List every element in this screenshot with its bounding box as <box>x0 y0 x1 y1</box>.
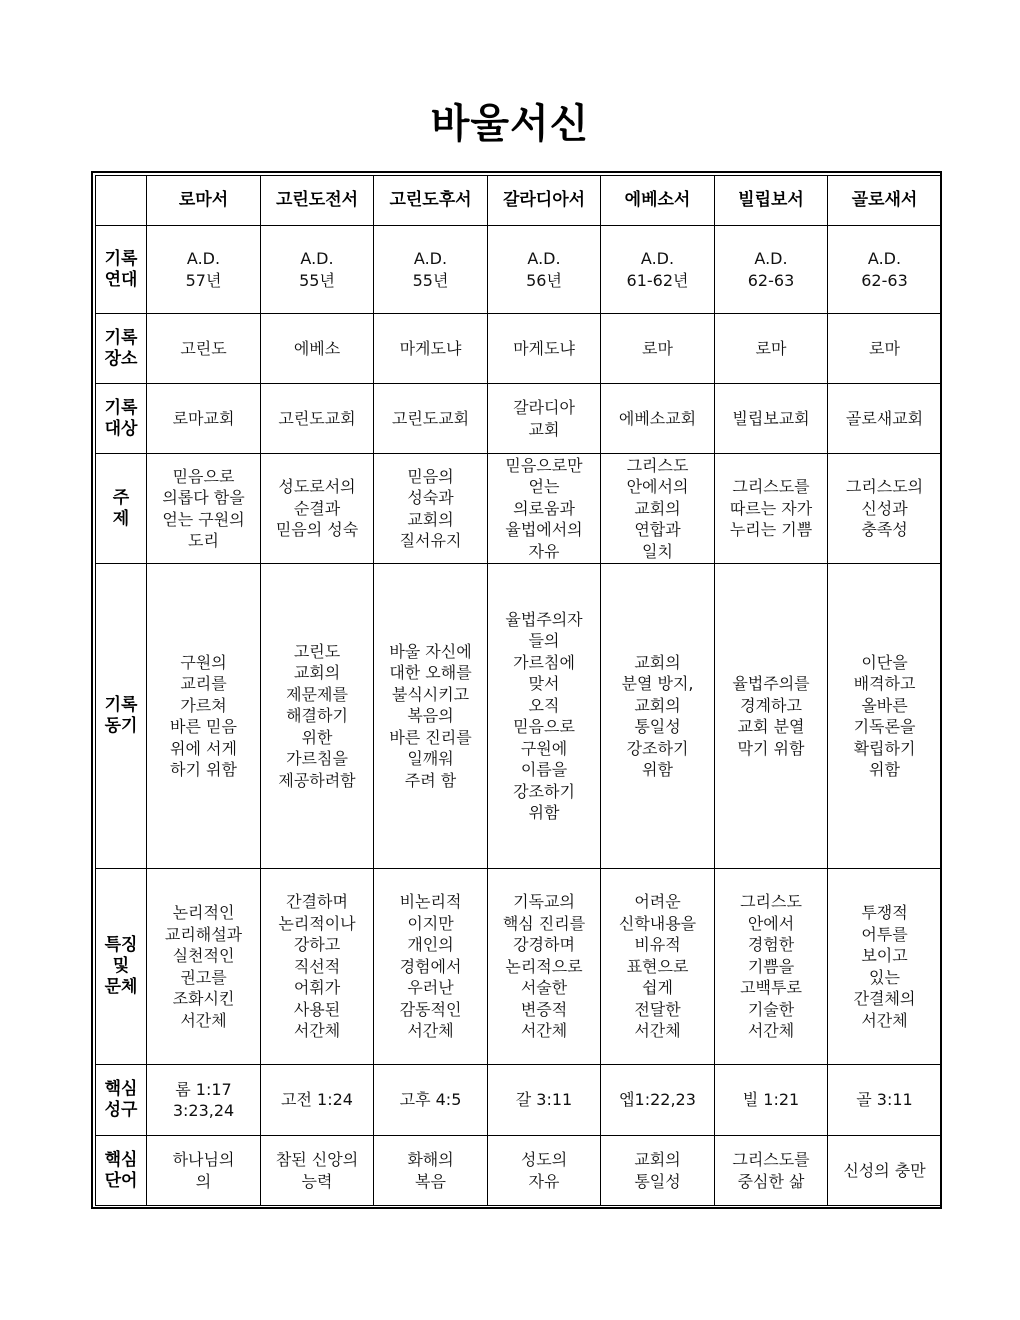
table-cell: 골로새교회 <box>828 384 942 454</box>
table-cell: 그리스도 안에서 경험한 기쁨을 고백투로 기술한 서간체 <box>715 869 828 1065</box>
column-header: 고린도전서 <box>261 176 374 226</box>
table-row <box>96 226 942 314</box>
table-cell: 고린도교회 <box>374 384 488 454</box>
epistles-table <box>95 175 942 1206</box>
column-header: 갈라디아서 <box>488 176 601 226</box>
table-cell: 로마 <box>601 314 715 384</box>
page-title: 바울서신 <box>430 101 590 147</box>
table-cell: A.D. 61-62년 <box>601 226 715 314</box>
row-header: 주 제 <box>96 454 147 564</box>
table-cell: 믿음으로 의롭다 함을 얻는 구원의 도리 <box>147 454 261 564</box>
table-cell: 성도의 자유 <box>488 1136 601 1206</box>
column-header: 로마서 <box>147 176 261 226</box>
table-cell: 로마 <box>828 314 942 384</box>
row-header: 특징 및 문체 <box>96 869 147 1065</box>
table-cell: 에베소 <box>261 314 374 384</box>
table-cell: 교회의 통일성 <box>601 1136 715 1206</box>
table-cell: 이단을 배격하고 올바른 기독론을 확립하기 위함 <box>828 564 942 869</box>
column-header: 에베소서 <box>601 176 715 226</box>
table-cell: 투쟁적 어투를 보이고 있는 간결체의 서간체 <box>828 869 942 1065</box>
row-header: 기록 장소 <box>96 314 147 384</box>
row-header: 기록 동기 <box>96 564 147 869</box>
table-cell: 고린도교회 <box>261 384 374 454</box>
epistles-table-frame <box>91 171 942 1209</box>
table-cell: 성도로서의 순결과 믿음의 성숙 <box>261 454 374 564</box>
table-cell: 기독교의 핵심 진리를 강경하며 논리적으로 서술한 변증적 서간체 <box>488 869 601 1065</box>
table-cell: 율법주의자 들의 가르침에 맞서 오직 믿음으로 구원에 이름을 강조하기 위함 <box>488 564 601 869</box>
table-cell: 그리스도를 따르는 자가 누리는 기쁨 <box>715 454 828 564</box>
table-cell: 에베소교회 <box>601 384 715 454</box>
table-cell: A.D. 57년 <box>147 226 261 314</box>
table-cell: 그리스도의 신성과 충족성 <box>828 454 942 564</box>
table-cell: 갈라디아 교회 <box>488 384 601 454</box>
table-cell: A.D. 62-63 <box>828 226 942 314</box>
table-cell: 골 3:11 <box>828 1065 942 1136</box>
table-cell: 로마교회 <box>147 384 261 454</box>
table-cell: 그리스도를 중심한 삶 <box>715 1136 828 1206</box>
table-row <box>96 564 942 869</box>
table-cell: A.D. 55년 <box>261 226 374 314</box>
table-cell: 고린도 교회의 제문제를 해결하기 위한 가르침을 제공하려함 <box>261 564 374 869</box>
row-header: 기록 대상 <box>96 384 147 454</box>
column-header: 골로새서 <box>828 176 942 226</box>
row-header: 핵심 단어 <box>96 1136 147 1206</box>
table-cell: 로마 <box>715 314 828 384</box>
table-cell: 어려운 신학내용을 비유적 표현으로 쉽게 전달한 서간체 <box>601 869 715 1065</box>
table-cell: 간결하며 논리적이나 강하고 직선적 어휘가 사용된 서간체 <box>261 869 374 1065</box>
table-cell: 믿음의 성숙과 교회의 질서유지 <box>374 454 488 564</box>
table-cell: 빌립보교회 <box>715 384 828 454</box>
row-header: 핵심 성구 <box>96 1065 147 1136</box>
table-cell: 마게도냐 <box>374 314 488 384</box>
table-cell: 화해의 복음 <box>374 1136 488 1206</box>
table-cell: 고린도 <box>147 314 261 384</box>
table-cell: 율법주의를 경계하고 교회 분열 막기 위함 <box>715 564 828 869</box>
table-cell: 믿음으로만 얻는 의로움과 율법에서의 자유 <box>488 454 601 564</box>
table-cell: A.D. 55년 <box>374 226 488 314</box>
table-cell: A.D. 62-63 <box>715 226 828 314</box>
table-cell: 빌 1:21 <box>715 1065 828 1136</box>
table-cell: 참된 신앙의 능력 <box>261 1136 374 1206</box>
corner-cell <box>96 176 147 226</box>
table-cell: 바울 자신에 대한 오해를 불식시키고 복음의 바른 진리를 일깨워 주려 함 <box>374 564 488 869</box>
table-cell: 논리적인 교리해설과 실천적인 권고를 조화시킨 서간체 <box>147 869 261 1065</box>
table-row <box>96 384 942 454</box>
table-cell: 고후 4:5 <box>374 1065 488 1136</box>
table-cell: 구원의 교리를 가르쳐 바른 믿음 위에 서게 하기 위함 <box>147 564 261 869</box>
table-cell: A.D. 56년 <box>488 226 601 314</box>
column-header: 고린도후서 <box>374 176 488 226</box>
table-row <box>96 454 942 564</box>
table-cell: 그리스도 안에서의 교회의 연합과 일치 <box>601 454 715 564</box>
table-row <box>96 1065 942 1136</box>
column-header: 빌립보서 <box>715 176 828 226</box>
table-cell: 하나님의 의 <box>147 1136 261 1206</box>
table-cell: 교회의 분열 방지, 교회의 통일성 강조하기 위함 <box>601 564 715 869</box>
table-row <box>96 869 942 1065</box>
row-header: 기록 연대 <box>96 226 147 314</box>
table-cell: 마게도냐 <box>488 314 601 384</box>
table-cell: 엡1:22,23 <box>601 1065 715 1136</box>
header-row <box>96 176 942 226</box>
table-row <box>96 1136 942 1206</box>
table-row <box>96 314 942 384</box>
table-cell: 비논리적 이지만 개인의 경험에서 우러난 감동적인 서간체 <box>374 869 488 1065</box>
table-cell: 갈 3:11 <box>488 1065 601 1136</box>
table-cell: 고전 1:24 <box>261 1065 374 1136</box>
table-cell: 롬 1:17 3:23,24 <box>147 1065 261 1136</box>
table-cell: 신성의 충만 <box>828 1136 942 1206</box>
